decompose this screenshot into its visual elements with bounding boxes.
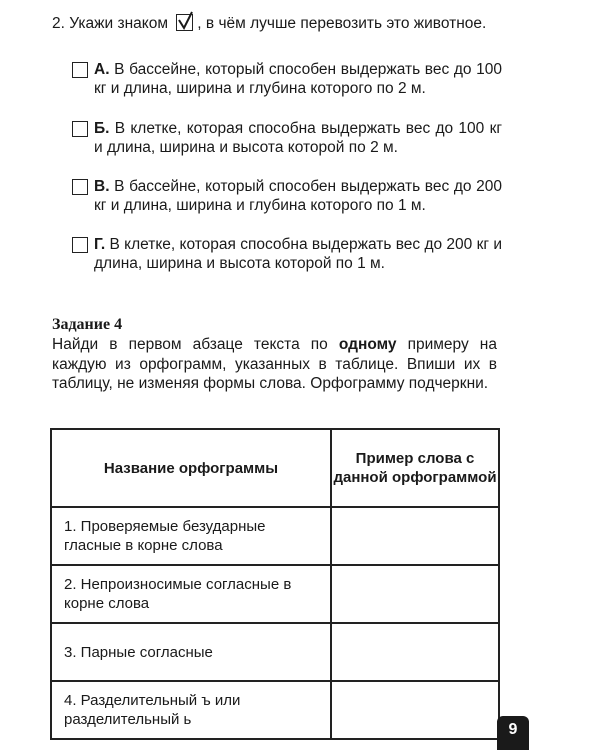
task-4-text-after: примеру на каждую из орфограмм, указанных в таблице. Впиши их в таблицу, не изменяя формы слова. Орфограмму подчеркни. <box>52 336 497 392</box>
option-b-checkbox[interactable] <box>72 121 88 137</box>
option-b[interactable] <box>72 119 502 157</box>
task-4-text-before: Найди в первом абзаце текста по <box>52 336 339 353</box>
option-a-checkbox[interactable] <box>72 62 88 78</box>
orthogram-name-cell: 1. Проверяемые безударные гласные в корне слова <box>51 507 331 565</box>
option-letter: А. <box>94 61 110 78</box>
question-2 <box>52 14 502 34</box>
table-row <box>51 623 499 681</box>
table-row <box>51 507 499 565</box>
task-4-title: Задание 4 <box>52 316 123 333</box>
orthogram-name-cell: 2. Непроизносимые согласные в корне слова <box>51 565 331 623</box>
option-c[interactable] <box>72 177 502 215</box>
header-orthogram-name: Название орфограммы <box>51 429 331 507</box>
example-input-cell[interactable] <box>331 565 499 623</box>
orthogram-name-cell: 3. Парные согласные <box>51 623 331 681</box>
table-row <box>51 565 499 623</box>
option-letter: Г. <box>94 236 106 253</box>
example-input-cell[interactable] <box>331 623 499 681</box>
task-4-emphasis: одному <box>338 336 397 353</box>
option-c-checkbox[interactable] <box>72 179 88 195</box>
header-example: Пример слова с данной орфограммой <box>331 429 499 507</box>
question-2-prefix: 2. Укажи знаком <box>52 15 168 32</box>
orthogram-table <box>50 428 500 740</box>
task-4-instructions <box>52 335 497 394</box>
option-letter: В. <box>94 178 110 195</box>
option-letter: Б. <box>94 120 110 137</box>
table-row <box>51 681 499 739</box>
option-a[interactable] <box>72 60 502 98</box>
option-text: В бассейне, который способен выдержать вес до 100 кг и длина, ширина и глубина которого по 2 м. <box>94 61 502 97</box>
option-text: В клетке, которая способна выдержать вес до 100 кг и длина, ширина и высота которой по 2 м. <box>94 120 503 156</box>
table-header-row <box>51 429 499 507</box>
option-text: В клетке, которая способна выдержать вес до 200 кг и длина, ширина и высота которой по 1 м. <box>94 236 502 272</box>
example-input-cell[interactable] <box>331 507 499 565</box>
page-number: 9 <box>497 716 529 750</box>
checkmark-icon <box>176 14 193 31</box>
example-input-cell[interactable] <box>331 681 499 739</box>
option-text: В бассейне, который способен выдержать вес до 200 кг и длина, ширина и глубина которого по 1 м. <box>94 178 502 214</box>
orthogram-name-cell: 4. Разделительный ъ или разделительный ь <box>51 681 331 739</box>
option-d-checkbox[interactable] <box>72 237 88 253</box>
option-d[interactable] <box>72 235 502 273</box>
question-2-suffix: , в чём лучше перевозить это животное. <box>197 15 487 32</box>
